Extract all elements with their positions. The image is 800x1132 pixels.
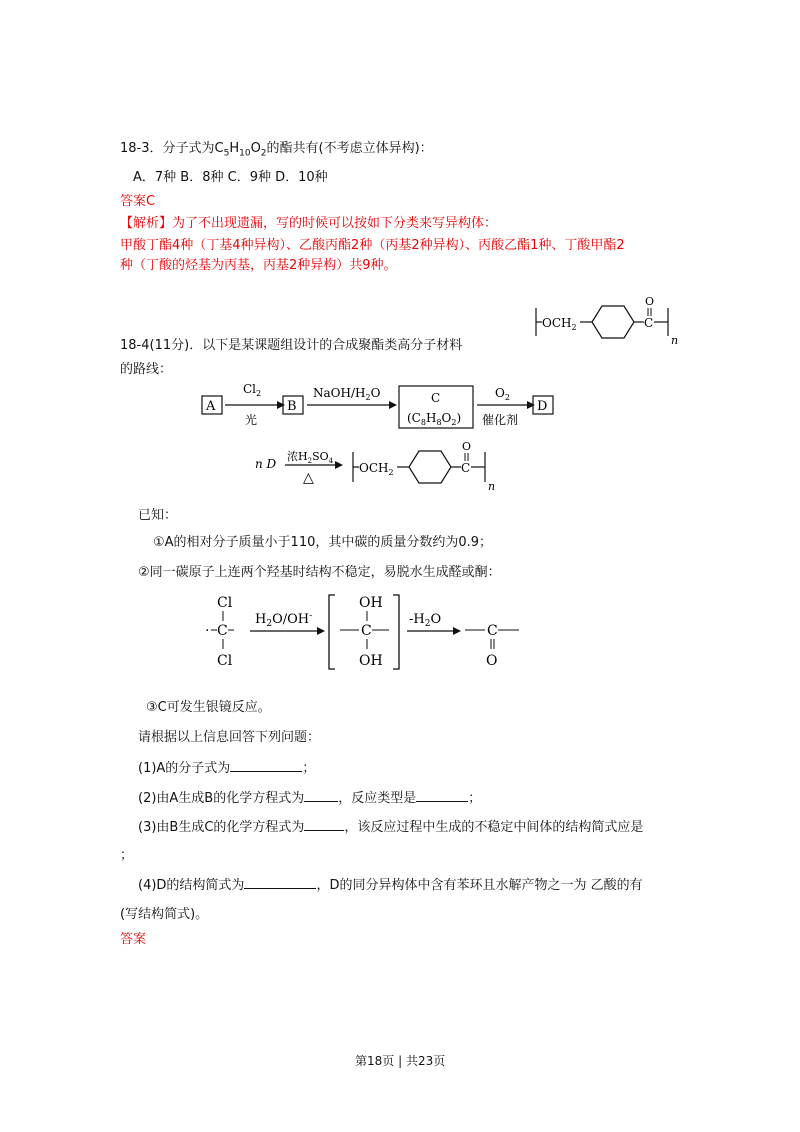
blank-2b[interactable] (416, 789, 468, 802)
svg-text:A: A (206, 399, 216, 414)
svg-text:O: O (462, 440, 472, 453)
svg-text:NaOH/H2O: NaOH/$H_2O$ (313, 386, 381, 402)
sub-question-1: (1)A的分子式为 ； (138, 761, 316, 776)
blank-3[interactable] (304, 818, 344, 831)
svg-text:催化剂: 催化剂 (482, 413, 519, 427)
svg-text:Cl: Cl (217, 653, 233, 669)
blank-4[interactable] (244, 876, 316, 889)
sub-question-3: (3)由B生成C的化学方程式为 ，该反应过程中生成的不稳定中间体的结构简式应是 (138, 820, 644, 835)
svg-text:Cl2: $Cl_2$ (243, 382, 262, 398)
blank-2a[interactable] (304, 789, 338, 802)
polymer-structure-top (528, 290, 688, 350)
question-18-3-options: A．7种 B．8种 C．9种 D．10种 (133, 170, 328, 185)
svg-text:C: C (461, 461, 471, 475)
question-18-3-title: 18-3．分子式为$C_5H_{10}O_2$的酯共有(不考虑立体异构)： (120, 141, 433, 159)
known-label: 已知： (138, 508, 178, 523)
known-1: ①A的相对分子质量小于110，其中碳的质量分数约为0.9； (153, 535, 493, 550)
svg-text:n: n (671, 334, 679, 347)
svg-text:n D: n D (255, 457, 277, 471)
svg-text:D: D (537, 399, 548, 414)
sub-question-3-end: ； (120, 848, 134, 863)
svg-text:O: O (645, 295, 655, 308)
svg-text:OCH2: $OCH_2$ (542, 316, 577, 332)
svg-text:OH: OH (359, 653, 383, 669)
known-3: ③C可发生银镜反应。 (146, 700, 271, 715)
svg-text:光: 光 (245, 413, 258, 427)
sub-question-2: (2)由A生成B的化学方程式为 ，反应类型是 ； (138, 791, 482, 806)
svg-text:OH: OH (359, 595, 383, 611)
svg-text:C: C (431, 391, 441, 405)
svg-text:OCH2: $OCH_2$ (359, 461, 394, 477)
svg-text:Cl: Cl (217, 595, 233, 611)
analysis-line-3: 种（丁酸的烃基为丙基，丙基2种异构）共9种。 (120, 258, 397, 273)
svg-text:C: C (644, 316, 654, 330)
synthesis-route (195, 380, 565, 496)
svg-text:C: C (487, 623, 498, 639)
answer-18-4: 答案 (120, 932, 147, 947)
svg-text:O2: $O_2$ (495, 386, 510, 402)
svg-text:B: B (287, 399, 297, 414)
svg-text:C: C (361, 623, 372, 639)
answer-18-3: 答案C (120, 194, 156, 209)
question-18-4-stem-1: 18-4(11分)．以下是某课题组设计的合成聚酯类高分子材料 (120, 338, 463, 353)
svg-text:△: △ (303, 470, 314, 486)
svg-text:·: · (205, 623, 210, 639)
blank-1[interactable] (230, 759, 302, 772)
svg-text:n: n (488, 480, 496, 493)
sub-question-4: (4)D的结构简式为 ，D的同分异构体中含有苯环且水解产物之一为 乙酸的有 (138, 878, 643, 893)
sub-question-4-end: (写结构简式)。 (120, 907, 209, 922)
svg-text:-H2O: $-H_2O$ (409, 612, 442, 629)
analysis-line-1: 【解析】为了不出现遗漏，写的时候可以按如下分类来写异构体： (120, 216, 498, 231)
svg-text:C: C (217, 623, 228, 639)
page-footer: 第18页 | 共23页 (355, 1054, 446, 1068)
svg-text:浓H2SO4: 浓$H_2SO_4$ (287, 450, 334, 465)
svg-text:O: O (486, 653, 498, 669)
dehydration-scheme (195, 585, 525, 675)
question-18-4-stem-2: 的路线： (120, 362, 173, 377)
analysis-line-2: 甲酸丁酯4种（丁基4种异构）、乙酸丙酯2种（丙基2种异构）、丙酸乙酯1种、丁酸甲酯2 (120, 238, 625, 253)
known-2: ②同一碳原子上连两个羟基时结构不稳定，易脱水生成醛或酮： (138, 565, 501, 580)
svg-text:(C8H8O2): $(C_8H_8O_2)$ (407, 411, 462, 427)
svg-text:H2O/OH-: $H_2O/OH^-$ (255, 611, 313, 629)
question-prompt: 请根据以上信息回答下列问题： (138, 730, 321, 745)
